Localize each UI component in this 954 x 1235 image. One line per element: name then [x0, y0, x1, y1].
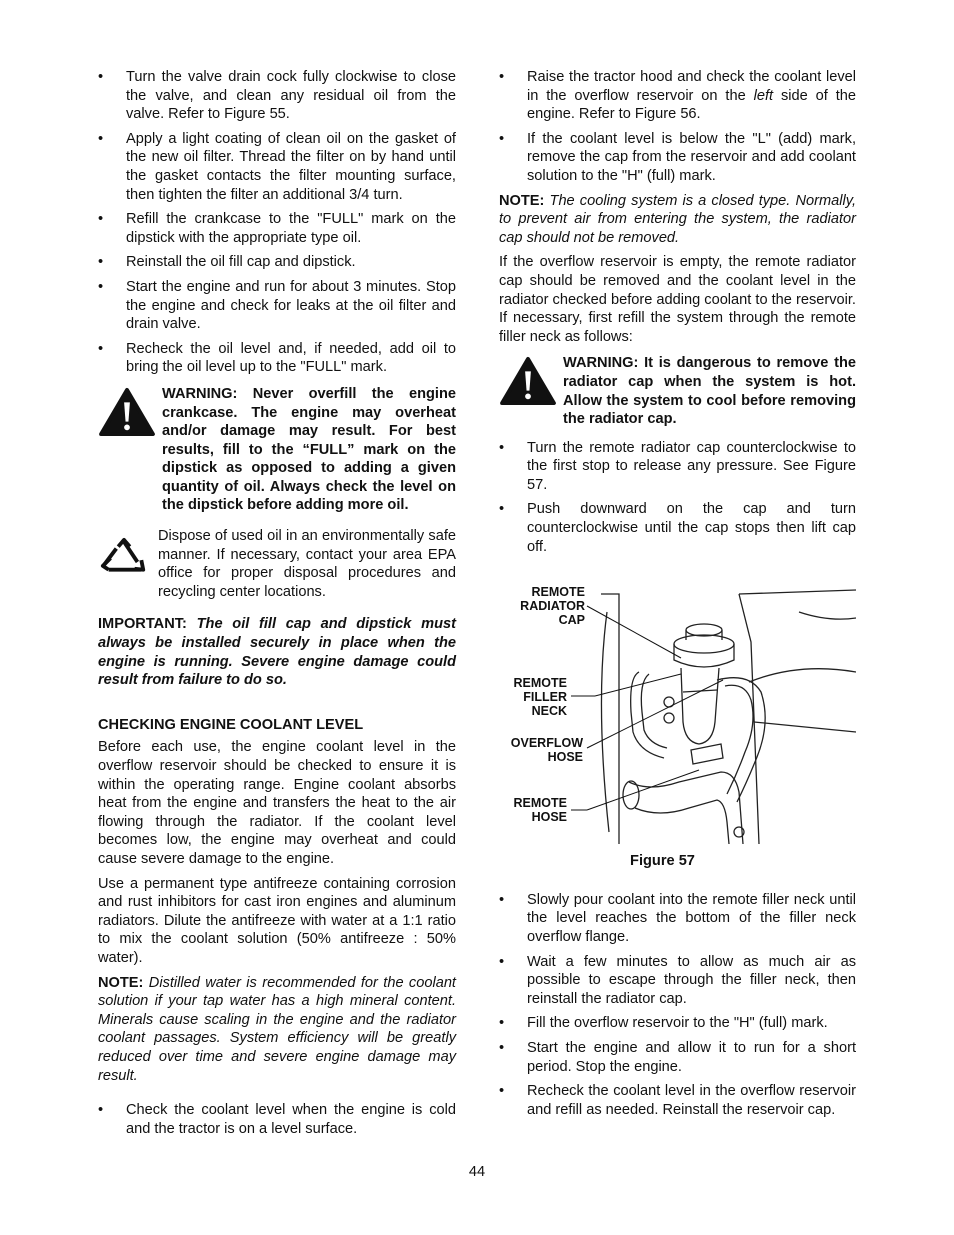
bullet-item: • Recheck the oil level and, if needed, add oil to bring the oil level up to the "FULL" mark. — [98, 340, 456, 377]
bullet-item: • Start the engine and allow it to run for a short period. Stop the engine. — [499, 1039, 856, 1076]
bullet-item: • Refill the crankcase to the "FULL" mark on the dipstick with the appropriate type oil. — [98, 210, 456, 247]
note-label: NOTE: — [98, 974, 144, 991]
paragraph: Use a permanent type antifreeze containing corrosion and rust inhibitors for cast iron engines and aluminum radiators. Dilute the antifreeze with water at a 1:1 ratio to mix the coolant solution (50% antifreeze : 50% water). — [98, 875, 456, 966]
bullet-item: • Wait a few minutes to allow as much air as possible to escape through the filler neck, then reinstall the radiator cap. — [499, 953, 856, 1009]
paragraph: Before each use, the engine coolant level in the overflow reservoir should be checked to ensure it is within the operating range. Engine coolant absorbs heat from the engine and transfers the heat to the air flowing through the radiator. If the coolant level becomes low, the engine may overheat and could cause severe damage to the engine. — [98, 739, 456, 867]
figure-caption: Figure 57 — [630, 853, 695, 870]
bullet-item: • Slowly pour coolant into the remote filler neck until the level reaches the bottom of the filler neck overflow flange. — [499, 891, 856, 947]
bullet-item: • Reinstall the oil fill cap and dipstick. — [98, 253, 456, 272]
label-remote-hose: REMOTE HOSE — [513, 796, 567, 825]
right-column — [499, 68, 856, 1125]
oil-warning-text: WARNING: Never overfill the engine crankcase. The engine may overheat and/or damage may result. For best results, fill to the “FULL” mark on the dipstick as opposed to adding a given quantity of oil. Always check the level on the dipstick before adding more oil. — [162, 385, 456, 514]
figure-57 — [499, 582, 856, 844]
paragraph: If the overflow reservoir is empty, the remote radiator cap should be removed and the coolant level in the radiator checked before adding coolant to the reservoir. If necessary, first refill the system through the remote filler neck as follows: — [499, 254, 856, 345]
note-text: The cooling system is a closed type. Normally, to prevent air from entering the system, the radiator cap should not be removed. — [499, 192, 856, 246]
bullet-item: • Recheck the coolant level in the overflow reservoir and refill as needed. Reinstall the reservoir cap. — [499, 1082, 856, 1119]
recycle-text: Dispose of used oil in an environmentally safe manner. If necessary, contact your area EPA office for proper disposal procedures and recycling center locations. — [158, 528, 456, 600]
label-remote-filler-neck: REMOTE FILLER NECK — [513, 676, 567, 719]
label-overflow-hose: OVERFLOW HOSE — [510, 736, 583, 765]
oil-warning-block — [98, 385, 456, 515]
bullet-item: • Turn the remote radiator cap counterclockwise to the first stop to release any pressure. See Figure 57. — [499, 439, 856, 495]
important-text: The oil fill cap and dipstick must always be installed securely in place when the engine is running. Severe engine damage could result from failure to do so. — [98, 616, 456, 689]
bullet-item: • Fill the overflow reservoir to the "H" (full) mark. — [499, 1014, 856, 1033]
note-text: Distilled water is recommended for the coolant solution if your tap water has a high mineral content. Minerals cause scaling in the engine and the radiator coolant passages. System efficiency will be greatly reduced over time and severe engine damage may result. — [98, 974, 456, 1084]
note-label: NOTE: — [499, 192, 545, 209]
recycle-block — [98, 527, 456, 601]
radiator-warning-block — [499, 354, 856, 428]
warning-triangle-icon — [499, 356, 557, 406]
bullet-item: • If the coolant level is below the "L" (add) mark, remove the cap from the reservoir and add coolant solution to the "H" (full) mark. — [499, 130, 856, 186]
important-label: IMPORTANT: — [98, 616, 187, 633]
bullet-item: • Check the coolant level when the engine is cold and the tractor is on a level surface. — [98, 1101, 456, 1138]
warning-triangle-icon — [98, 387, 156, 437]
section-heading: CHECKING ENGINE COOLANT LEVEL — [98, 716, 364, 733]
recycle-icon — [98, 537, 150, 587]
bullet-item: • Apply a light coating of clean oil on the gasket of the new oil filter. Thread the filter on by hand until the gasket contacts the filter mounting surface, then tighten the filter an additional 3/4 turn. — [98, 130, 456, 204]
page-number: 44 — [468, 1164, 486, 1180]
bullet-item: • Push downward on the cap and turn counterclockwise until the cap stops then lift cap off. — [499, 500, 856, 556]
bullet-item: • Start the engine and run for about 3 minutes. Stop the engine and check for leaks at the oil filter and drain valve. — [98, 278, 456, 334]
bullet-item: • Raise the tractor hood and check the coolant level in the overflow reservoir on the left side of the engine. Refer to Figure 56. — [499, 68, 856, 124]
radiator-warning-text: WARNING: It is dangerous to remove the radiator cap when the system is hot. Allow the system to cool before removing the radiator cap. — [563, 355, 856, 428]
note — [499, 192, 856, 248]
label-remote-radiator-cap: REMOTE RADIATOR CAP — [520, 585, 585, 628]
bullet-item: • Turn the valve drain cock fully clockwise to close the valve, and clean any residual oil from the valve. Refer to Figure 55. — [98, 68, 456, 124]
important-note — [98, 615, 456, 689]
left-column — [98, 68, 456, 1144]
note — [98, 974, 456, 1086]
